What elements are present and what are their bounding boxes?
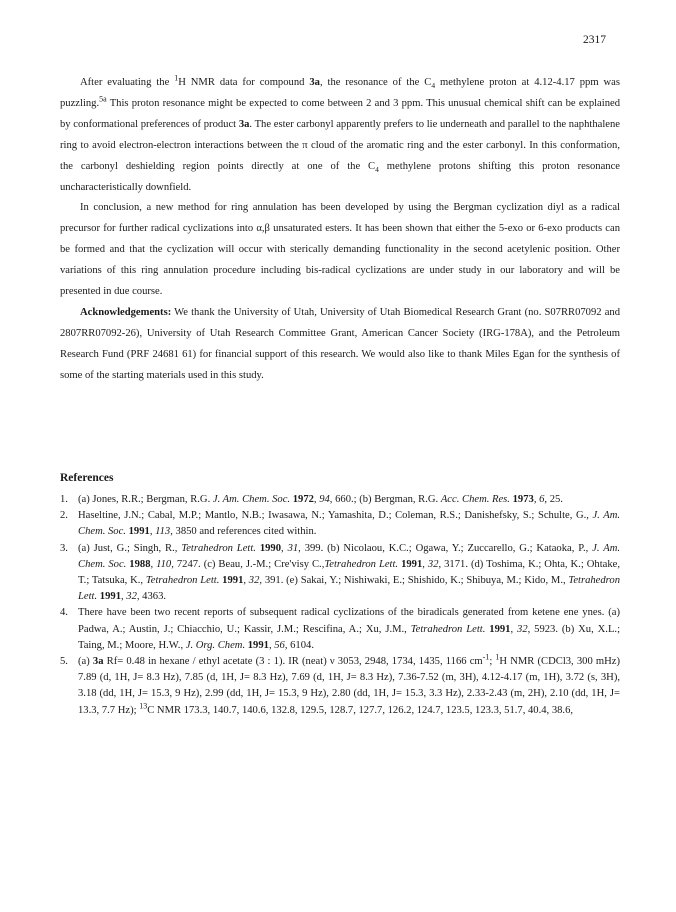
superscript: 13 bbox=[139, 701, 148, 711]
paragraph-acknowledgements bbox=[60, 303, 620, 387]
text-run: , 4363. bbox=[136, 591, 167, 603]
volume: 31 bbox=[287, 542, 299, 554]
paragraph-nmr-discussion bbox=[60, 73, 620, 198]
text-run: , 5923. (b) Xu, X.L.; Taing, M.; Moore, H.W., bbox=[78, 623, 621, 651]
text-run: H NMR (CDCl3, 300 mHz) 7.89 (d, 1H, J= 8.3 Hz), 7.85 (d, 1H, J= 8.3 Hz), 7.69 (d, 1H, J= 8.3 Hz), 7.36-7.52 (m, 3H), 4.12-4.17 (m, 1H), 3.72 (s, 3H), 3.18 (dd, 1H, J= 15.3, 9 Hz), 2.99 (dd, 1H, J= 15.3, 9 Hz), 2.80 (dd, 1H, J= 15.3, 3.3 Hz), 2.33-2.43 (m, 2H), 2.10 (dd, 1H, J= 13.3, 7.7 Hz); bbox=[78, 656, 621, 716]
journal-name: J. Am. Chem. Soc. bbox=[78, 510, 620, 538]
journal-name: Tetrahedron Lett. bbox=[78, 575, 621, 603]
acknowledgements-text: We thank the University of Utah, University of Utah Biomedical Research Grant (no. S07RR07092 and 2807RR07092-26), University of Utah Research Committee Grant, American Cancer Society (IRG-178A), and the Petroleum Research Fund (PRF 24681 61) for financial support of this research. We would also like to thank Miles Egan for the synthesis of some of the starting materials used in this study. bbox=[60, 306, 620, 381]
text-run: , 660.; (b) Bergman, R.G. bbox=[329, 494, 441, 505]
text-run: , bbox=[120, 591, 127, 603]
reference-number: 5. bbox=[60, 656, 68, 668]
paragraph-conclusion: In conclusion, a new method for ring annulation has been developed by using the Bergman cyclization diyl as a radical precursor for further radical cyclizations into α,β unsaturated esters. It has been shown that either the 5-exo or 6-exo products can be formed and that the cyclization will occur with sterically demanding functionality in the second acetylenic position. Other variations of this ring annulation procedure including bis-radical cyclizations are under study in our laboratory and will be presented in due course. bbox=[60, 202, 620, 298]
text-run: , bbox=[533, 494, 540, 505]
text-run: . The ester carbonyl apparently prefers to lie underneath and parallel to the naphthalene ring to avoid electron-electron interactions between the π cloud of the aromatic ring and the ester carbonyl. In this conformation, the carbonyl deshielding region points directly at one of the C bbox=[60, 118, 620, 172]
superscript: -1 bbox=[482, 652, 490, 662]
year: 1991 bbox=[128, 526, 150, 538]
journal-name: Tetrahedron Lett. bbox=[324, 558, 399, 570]
superscript: 1 bbox=[174, 73, 179, 83]
volume: 32 bbox=[517, 623, 528, 635]
journal-name: Acc. Chem. Res. bbox=[440, 494, 510, 505]
footnote-ref: 5a bbox=[99, 94, 107, 104]
text-run: There have been two recent reports of subsequent radical cyclizations of the biradicals generated from ketene ene ynes. (a) Padwa, A.; Austin, J.; Chiacchio, U.; Kassir, J.M.; Rescifina, A.; Xu, J.M., bbox=[78, 607, 620, 635]
volume: 110 bbox=[156, 558, 172, 570]
text-run: (a) Just, G.; Singh, R., bbox=[78, 542, 182, 554]
text-run: , bbox=[510, 623, 518, 635]
text-run: , 6104. bbox=[284, 639, 314, 651]
text-run: (a) Jones, R.R.; Bergman, R.G. bbox=[78, 494, 213, 505]
text-run: Haseltine, J.N.; Cabal, M.P.; Mantlo, N.B.; Iwasawa, N.; Yamashita, D.; Coleman, R.S.; Danishefsky, S.; Schulte, G., bbox=[78, 510, 593, 522]
acknowledgements-heading: Acknowledgements: bbox=[80, 306, 172, 318]
volume: 32 bbox=[248, 575, 260, 587]
year: 1988 bbox=[129, 558, 151, 570]
volume: 113 bbox=[155, 526, 171, 538]
journal-name: J. Org. Chem. bbox=[185, 639, 246, 651]
volume: 32 bbox=[427, 558, 439, 570]
volume: 94 bbox=[319, 494, 330, 505]
text-run: This proton resonance might be expected to come between 2 and 3 ppm. This unusual chemical shift can be explained by conformational preferences of product bbox=[60, 97, 620, 130]
text-run: , bbox=[149, 526, 156, 538]
compound-label: 3a bbox=[238, 118, 250, 130]
text-run: methylene protons shifting this proton resonance uncharacteristically downfield. bbox=[60, 160, 620, 193]
body-text bbox=[60, 73, 620, 387]
journal-name: Tetrahedron Lett. bbox=[145, 575, 220, 587]
journal-name: J. Am. Chem. Soc. bbox=[212, 494, 291, 505]
reference-item bbox=[60, 508, 620, 540]
text-run: , bbox=[422, 558, 428, 570]
volume: 32 bbox=[126, 591, 137, 603]
volume: 56 bbox=[274, 639, 285, 651]
text-run: , 3171. (d) Toshima, K.; Ohta, K.; Ohtake, T.; Tatsuka, K., bbox=[78, 558, 620, 587]
text-run: methylene proton at 4.12-4.17 ppm was puzzling. bbox=[60, 77, 620, 109]
reference-number: 4. bbox=[60, 607, 68, 619]
text-run: Rf= 0.48 in hexane / ethyl acetate (3 : 1). IR (neat) ν 3053, 2948, 1734, 1435, 1166 cm bbox=[103, 656, 483, 668]
journal-name: Tetrahedron Lett. bbox=[181, 542, 256, 554]
text-run: , bbox=[281, 542, 288, 554]
text-run: , bbox=[313, 494, 320, 505]
superscript: 1 bbox=[495, 652, 500, 662]
year: 1991 bbox=[99, 591, 121, 603]
reference-item bbox=[60, 492, 620, 508]
text-run: , 391. (e) Sakai, Y.; Nishiwaki, E.; Shishido, K.; Shibuya, M.; Kido, M., bbox=[259, 575, 569, 587]
text-run: (a) bbox=[78, 656, 93, 668]
reference-number: 2. bbox=[60, 510, 68, 522]
volume: 6 bbox=[539, 494, 545, 505]
reference-number: 1. bbox=[60, 494, 68, 505]
reference-item bbox=[60, 654, 620, 719]
text-run: , the resonance of the C bbox=[319, 77, 432, 88]
year: 1991 bbox=[401, 558, 423, 570]
text-run: C NMR 173.3, 140.7, 140.6, 132.8, 129.5, 128.7, 127.7, 126.2, 124.7, 123.5, 123.3, 51.7, 40.4, 38.6, bbox=[147, 704, 574, 716]
year: 1991 bbox=[489, 623, 511, 635]
year: 1990 bbox=[259, 542, 282, 554]
journal-name: J. Am. Chem. Soc. bbox=[78, 542, 620, 570]
year: 1973 bbox=[512, 494, 534, 505]
page-number: 2317 bbox=[583, 34, 606, 46]
subscript: 4 bbox=[375, 164, 379, 174]
text-run: , 25. bbox=[544, 494, 563, 505]
compound-label: 3a bbox=[309, 77, 320, 88]
references-list bbox=[60, 492, 620, 719]
reference-number: 3. bbox=[60, 542, 68, 554]
text-run: After evaluating the bbox=[80, 77, 175, 88]
year: 1991 bbox=[222, 575, 244, 587]
text-run: , 399. (b) Nicolaou, K.C.; Ogawa, Y.; Zuccarello, G.; Kataoka, P., bbox=[298, 542, 593, 554]
text-run: , bbox=[243, 575, 249, 587]
year: 1991 bbox=[247, 639, 269, 651]
text-run: , 7247. (c) Beau, J.-M.; Cre'visy C., bbox=[171, 558, 325, 570]
text-run: , bbox=[150, 558, 157, 570]
reference-item bbox=[60, 605, 620, 654]
reference-item bbox=[60, 541, 620, 606]
text-run: H NMR data for compound bbox=[178, 77, 310, 88]
references-heading: References bbox=[60, 472, 114, 484]
year: 1972 bbox=[292, 494, 314, 505]
text-run: ; bbox=[489, 656, 496, 668]
journal-name: Tetrahedron Lett. bbox=[410, 623, 486, 635]
text-run: , 3850 and references cited within. bbox=[170, 526, 317, 538]
text-run: , bbox=[268, 639, 275, 651]
subscript: 4 bbox=[431, 81, 436, 91]
compound-label: 3a bbox=[92, 656, 104, 668]
